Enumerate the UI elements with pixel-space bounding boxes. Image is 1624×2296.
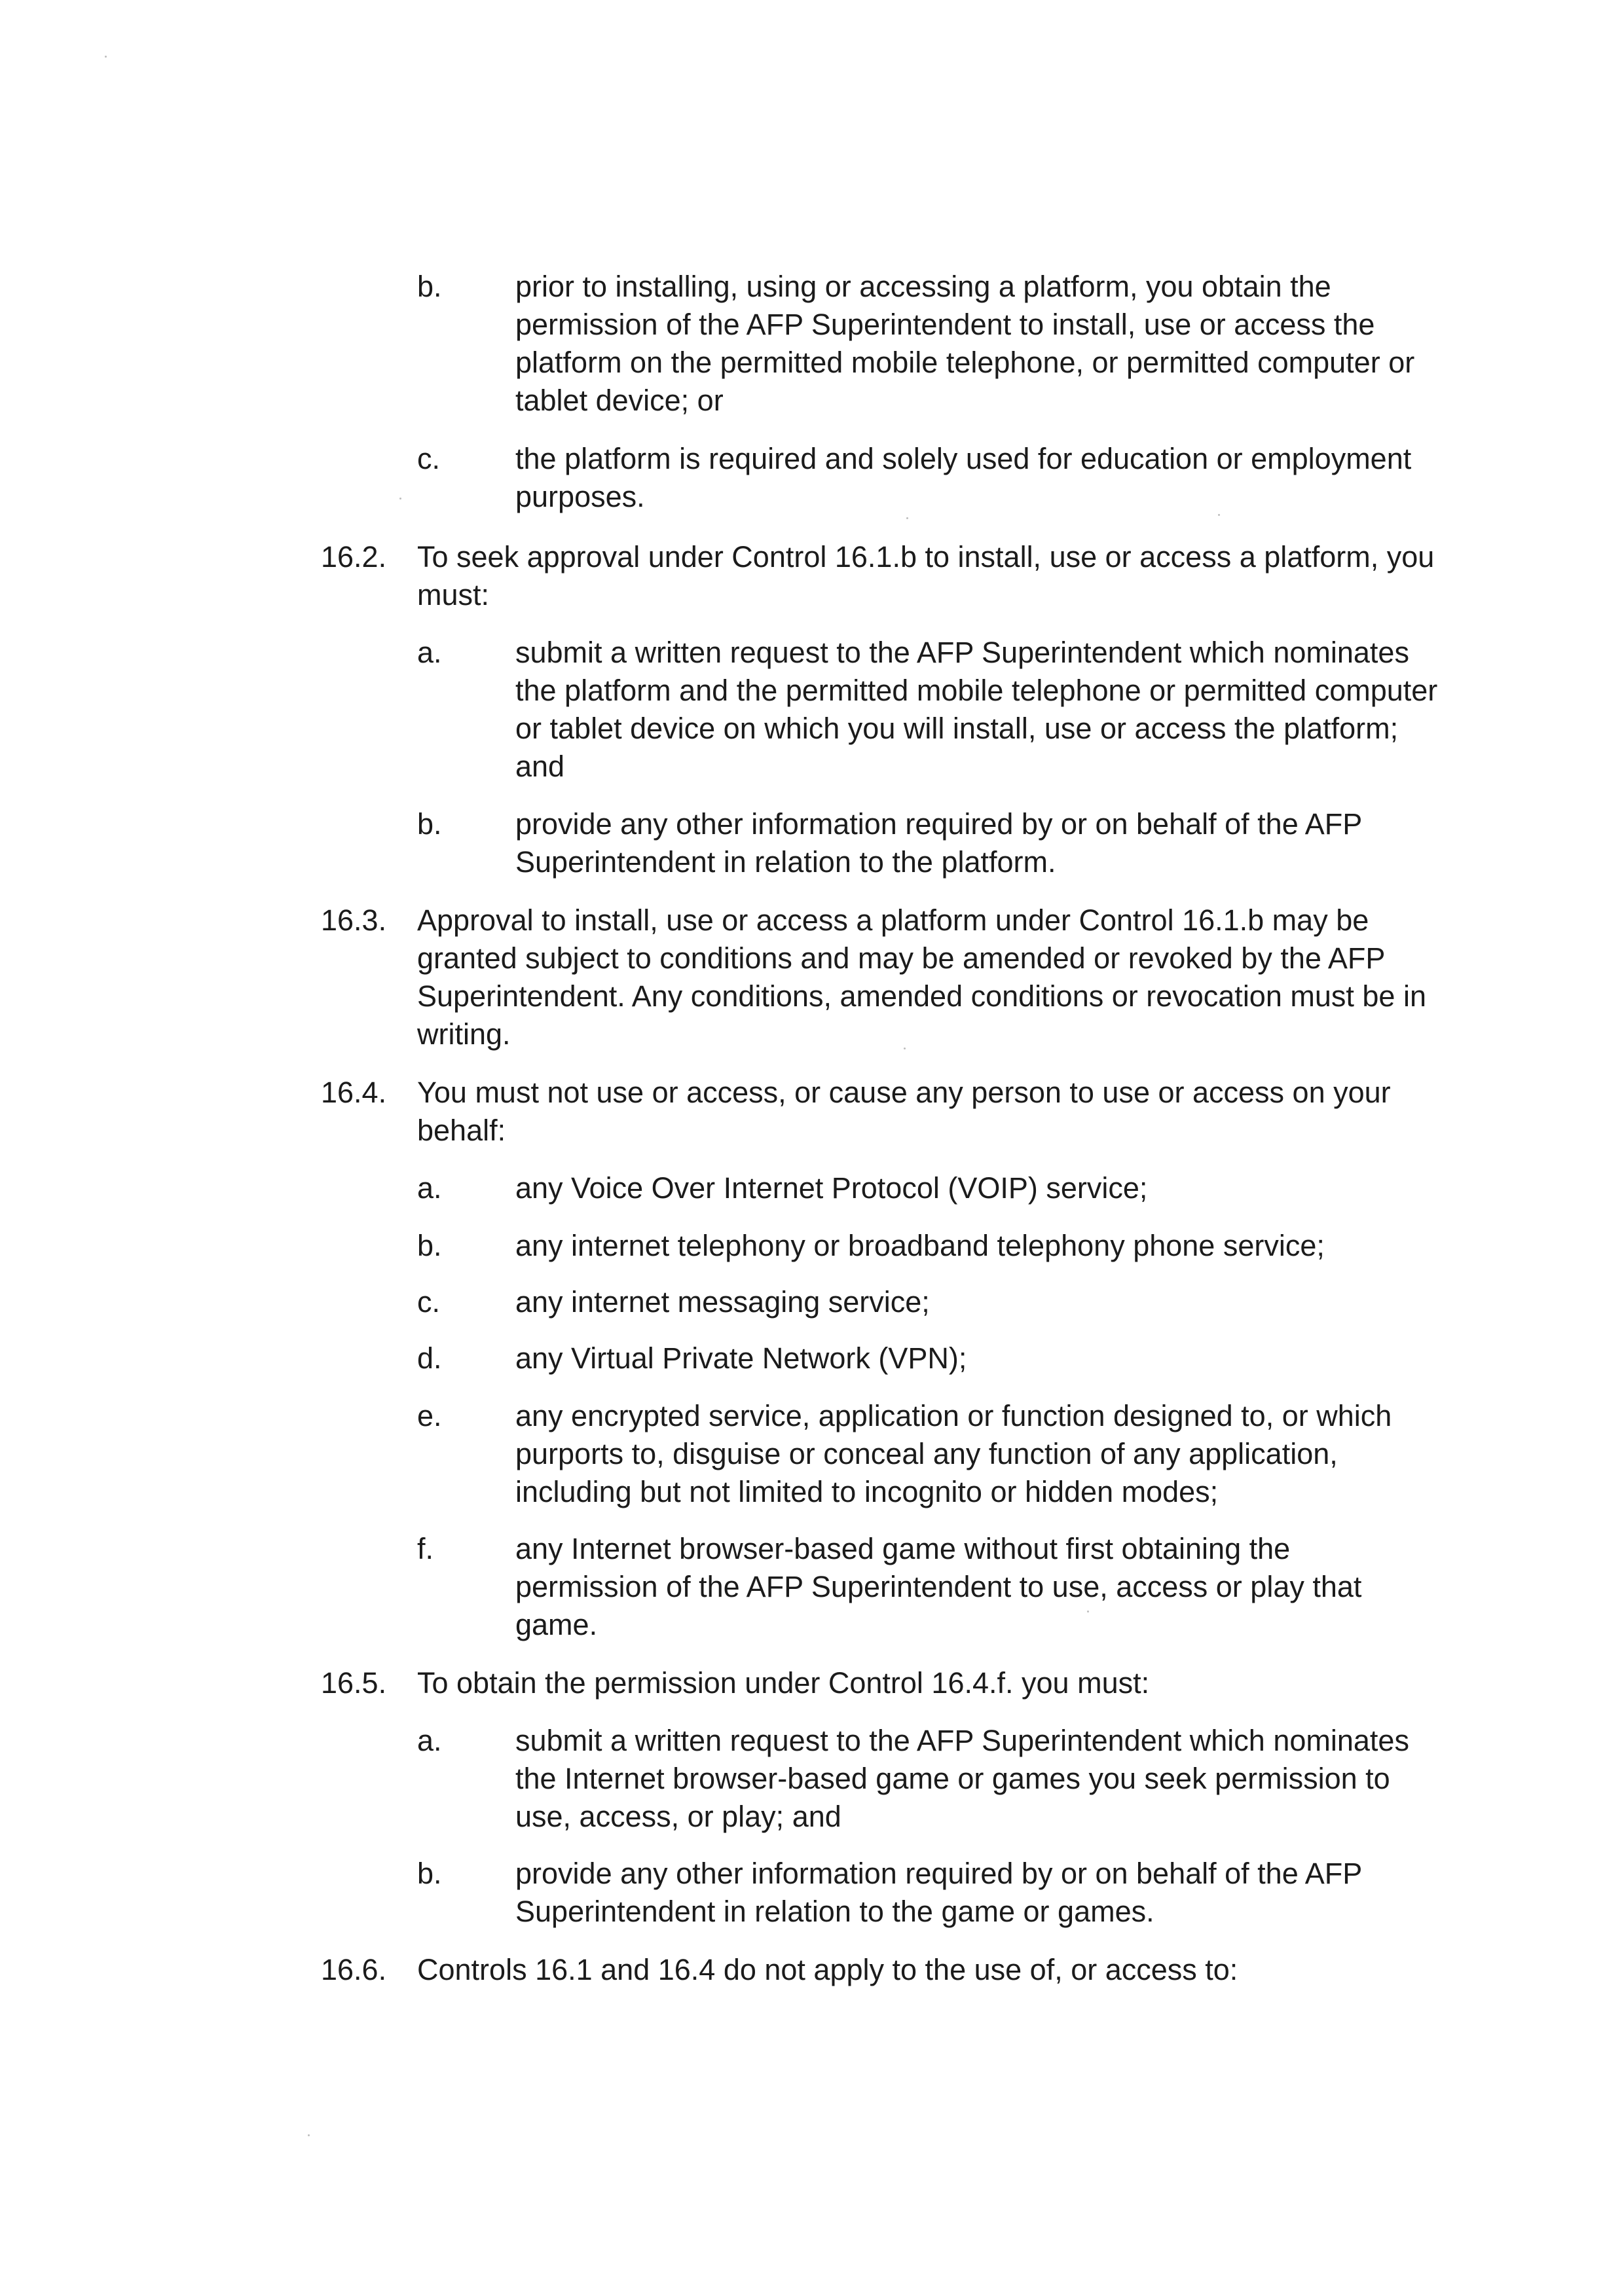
sub-item-text: submit a written request to the AFP Superintendent which nominates the Internet browser-based game or games you seek permission to use, access, or play; and (515, 1724, 1409, 1833)
clause-text: To obtain the permission under Control 16.4.f. you must: (417, 1666, 1150, 1700)
clause-text: You must not use or access, or cause any person to use or access on your behalf: (417, 1076, 1391, 1147)
sub-item-text: any internet telephony or broadband telephony phone service; (515, 1229, 1325, 1262)
sub-item-text: any Voice Over Internet Protocol (VOIP) service; (515, 1171, 1148, 1205)
sub-item-label: c. (417, 1285, 441, 1319)
sub-item-label: b. (417, 1857, 442, 1890)
clause-number: 16.3. (321, 903, 387, 937)
sub-item-text: any encrypted service, application or function designed to, or which purports to, disguise or conceal any function of any application, including but not limited to incognito or hidden modes; (515, 1399, 1392, 1508)
sub-item-label: b. (417, 270, 442, 303)
sub-item-text: prior to installing, using or accessing a platform, you obtain the permission of the AFP Superintendent to install, use or access the platform on the permitted mobile telephone, or permitted computer or tablet device; or (515, 270, 1415, 417)
sub-item-text: any Virtual Private Network (VPN); (515, 1341, 967, 1375)
sub-item-text: any Internet browser-based game without first obtaining the permission of the AFP Superintendent to use, access or play that game. (515, 1532, 1362, 1641)
sub-item-text: provide any other information required by or on behalf of the AFP Superintendent in relation to the platform. (515, 807, 1362, 879)
clause-number: 16.6. (321, 1953, 387, 1986)
sub-item-text: the platform is required and solely used for education or employment purposes. (515, 442, 1412, 513)
clause-text: Approval to install, use or access a platform under Control 16.1.b may be granted subject to conditions and may be amended or revoked by the AFP Superintendent. Any conditions, amended conditions or revocation must be in writing. (417, 903, 1426, 1051)
scan-speck (904, 1048, 906, 1049)
clause-text: Controls 16.1 and 16.4 do not apply to the use of, or access to: (417, 1953, 1238, 1986)
clause-number: 16.4. (321, 1076, 387, 1109)
sub-item-label: a. (417, 636, 442, 669)
sub-item-label: e. (417, 1399, 442, 1432)
sub-item-label: a. (417, 1171, 442, 1205)
scan-speck (308, 2134, 310, 2136)
scan-speck (906, 517, 908, 519)
clause-number: 16.5. (321, 1666, 387, 1700)
sub-item-text: any internet messaging service; (515, 1285, 930, 1319)
sub-item-label: a. (417, 1724, 442, 1757)
scan-speck (1218, 514, 1220, 516)
sub-item-label: f. (417, 1532, 434, 1565)
clause-number: 16.2. (321, 540, 387, 574)
sub-item-label: d. (417, 1341, 442, 1375)
scan-speck (399, 498, 401, 500)
sub-item-label: c. (417, 442, 441, 475)
sub-item-text: provide any other information required by or on behalf of the AFP Superintendent in relation to the game or games. (515, 1857, 1362, 1928)
clause-text: To seek approval under Control 16.1.b to install, use or access a platform, you must: (417, 540, 1435, 611)
sub-item-text: submit a written request to the AFP Superintendent which nominates the platform and the permitted mobile telephone or permitted computer or tablet device on which you will install, use or access the platform; and (515, 636, 1438, 783)
sub-item-label: b. (417, 1229, 442, 1262)
scan-speck (1087, 1611, 1089, 1613)
sub-item-label: b. (417, 807, 442, 841)
scan-speck (105, 56, 107, 58)
